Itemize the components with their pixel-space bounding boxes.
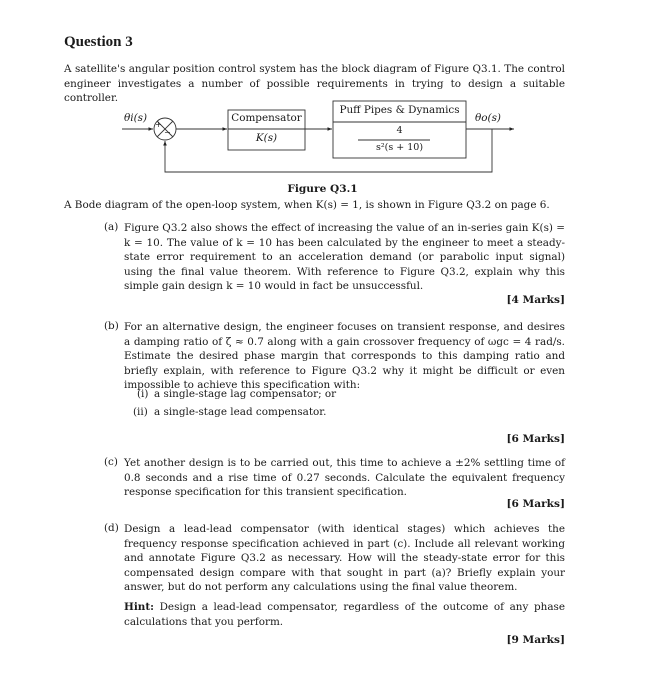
part-b-text: For an alternative design, the engineer focuses on transient response, and desires a damping ratio of ζ ≈ 0.7 along with a gain crossover frequency of ωgc = 4 rad/s. Estimate the desired phase margin that corresponds to this damping ratio and briefly explain, with reference to Figure Q3.2 why it might be difficult or even impossible to achieve this specification with: <box>124 321 565 392</box>
part-d-hint <box>124 600 565 629</box>
hint-text: Design a lead-lead compensator, regardless of the outcome of any phase calculations that you perform. <box>124 601 565 628</box>
question-title: Question 3 <box>64 34 133 50</box>
compensator-transfer-function: K(s) <box>255 132 278 144</box>
part-c-marks: [6 Marks] <box>506 498 565 510</box>
output-signal-label: θo(s) <box>475 112 501 124</box>
part-d-text: Design a lead-lead compensator (with identical stages) which achieves the frequency response specification achieved in part (c). Include all relevant working and annotate Figure Q3.2 as necessary. How will the steady-state error for this compensated design compare with that sought in part (a)? Briefly explain your answer, but do not perform any calculations using the final value theorem. <box>124 523 565 594</box>
part-b-ii-text: a single-stage lead compensator. <box>154 406 327 418</box>
bode-note: A Bode diagram of the open-loop system, when K(s) = 1, is shown in Figure Q3.2 on page 6. <box>64 199 550 211</box>
part-c-label: (c) <box>104 456 118 468</box>
intro-text: A satellite's angular position control system has the block diagram of Figure Q3.1. The control engineer investigates a number of possible requirements in trying to design a suitable controller. <box>64 63 565 105</box>
plant-title: Puff Pipes & Dynamics <box>339 104 460 116</box>
part-a-marks: [4 Marks] <box>506 294 565 306</box>
part-b-ii-label: (ii) <box>133 406 148 418</box>
figure-caption: Figure Q3.1 <box>287 183 358 195</box>
hint-label: Hint: <box>124 601 154 613</box>
part-d-marks: [9 Marks] <box>506 634 565 646</box>
part-b-label: (b) <box>104 320 119 332</box>
part-a-text: Figure Q3.2 also shows the effect of increasing the value of an in-series gain K(s) = k = 10. The value of k = 10 has been calculated by the engineer to meet a steady-state error requirement to an acceleration demand (or parabolic input signal) using the final value theorem. With reference to Figure Q3.2, explain why this simple gain design k = 10 would in fact be unsuccessful. <box>124 222 565 293</box>
sum-plus-sign: + <box>155 120 162 129</box>
plant-numerator: 4 <box>396 125 403 136</box>
part-c-text: Yet another design is to be carried out, this time to achieve a ±2% settling time of 0.8 seconds and a rise time of 0.27 seconds. Calculate the equivalent frequency response specification for this transient specification. <box>124 457 565 499</box>
part-d-label: (d) <box>104 522 119 534</box>
part-b-i-label: (i) <box>137 388 149 400</box>
plant-denominator: s²(s + 10) <box>375 142 424 153</box>
sum-minus-sign: − <box>164 128 171 137</box>
part-b-i-text: a single-stage lag compensator; or <box>154 388 337 400</box>
part-a-label: (a) <box>104 221 119 233</box>
compensator-title: Compensator <box>231 112 302 124</box>
input-signal-label: θi(s) <box>124 112 148 124</box>
part-b-marks: [6 Marks] <box>506 433 565 445</box>
